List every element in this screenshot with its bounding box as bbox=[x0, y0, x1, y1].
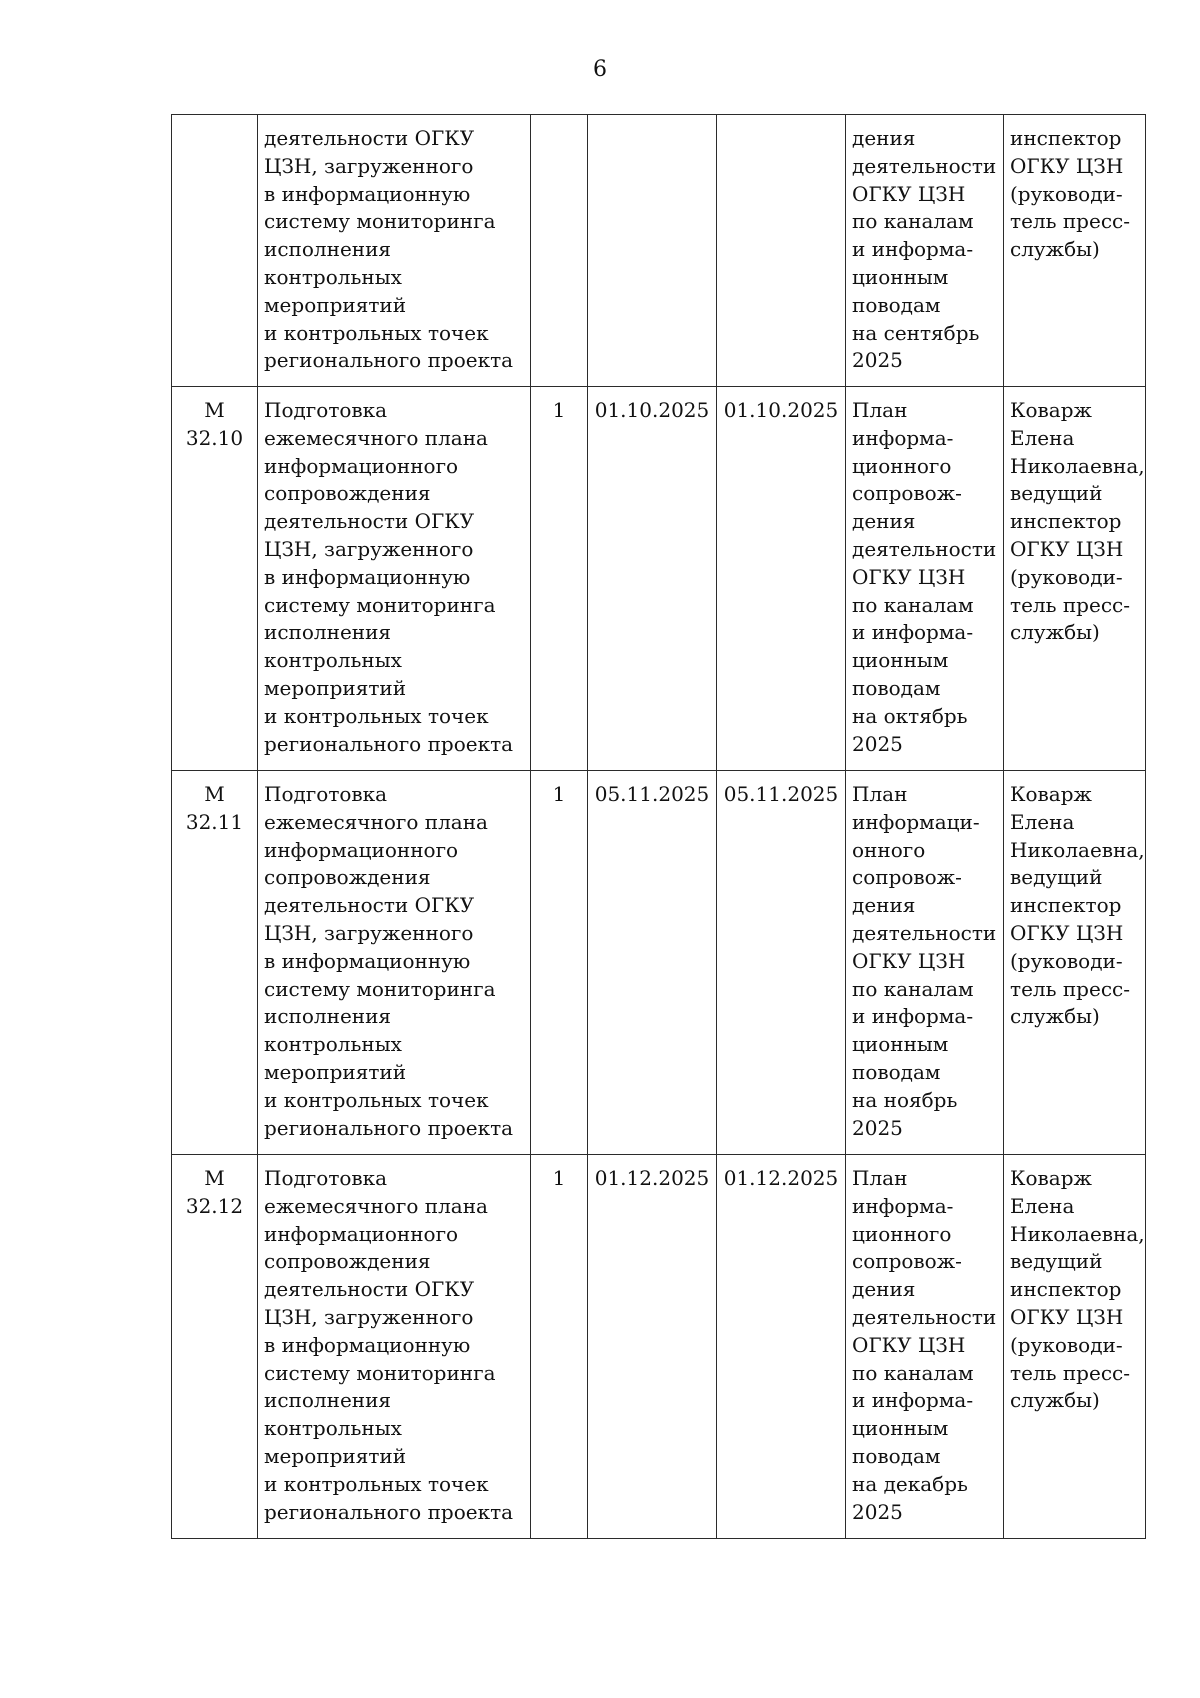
cell-number: М 32.11 bbox=[172, 771, 258, 1155]
cell-end-date: 01.10.2025 bbox=[717, 387, 846, 771]
cell-number: М 32.10 bbox=[172, 387, 258, 771]
cell-result: План информа- ционного сопровож- дения деятельности ОГКУ ЦЗН по каналам и информа- ционным поводам на октябрь 2025 bbox=[846, 387, 1004, 771]
cell-responsible: Коварж Елена Николаевна, ведущий инспектор ОГКУ ЦЗН (руководи- тель пресс- службы) bbox=[1004, 771, 1146, 1155]
cell-name: Подготовка ежемесячного плана информационного сопровождения деятельности ОГКУ ЦЗН, загруженного в информационную систему мониторинга исполнения контрольных мероприятий и контрольных точек регионального проекта bbox=[258, 771, 531, 1155]
cell-name: Подготовка ежемесячного плана информационного сопровождения деятельности ОГКУ ЦЗН, загруженного в информационную систему мониторинга исполнения контрольных мероприятий и контрольных точек регионального проекта bbox=[258, 1155, 531, 1539]
cell-responsible: Коварж Елена Николаевна, ведущий инспектор ОГКУ ЦЗН (руководи- тель пресс- службы) bbox=[1004, 1155, 1146, 1539]
table-row bbox=[172, 771, 1146, 1155]
page-number: 6 bbox=[593, 57, 607, 82]
cell-result: План информаци- онного сопровож- дения деятельности ОГКУ ЦЗН по каналам и информа- ционным поводам на ноябрь 2025 bbox=[846, 771, 1004, 1155]
table-row bbox=[172, 115, 1146, 387]
table-row bbox=[172, 1155, 1146, 1539]
cell-result: План информа- ционного сопровож- дения деятельности ОГКУ ЦЗН по каналам и информа- ционным поводам на декабрь 2025 bbox=[846, 1155, 1004, 1539]
cell-name: деятельности ОГКУ ЦЗН, загруженного в информационную систему мониторинга исполнения контрольных мероприятий и контрольных точек регионального проекта bbox=[258, 115, 531, 387]
cell-result: дения деятельности ОГКУ ЦЗН по каналам и информа- ционным поводам на сентябрь 2025 bbox=[846, 115, 1004, 387]
cell-name: Подготовка ежемесячного плана информационного сопровождения деятельности ОГКУ ЦЗН, загруженного в информационную систему мониторинга исполнения контрольных мероприятий и контрольных точек регионального проекта bbox=[258, 387, 531, 771]
cell-start-date: 01.10.2025 bbox=[588, 387, 717, 771]
cell-responsible: Коварж Елена Николаевна, ведущий инспектор ОГКУ ЦЗН (руководи- тель пресс- службы) bbox=[1004, 387, 1146, 771]
cell-quantity: 1 bbox=[531, 1155, 588, 1539]
table-row bbox=[172, 387, 1146, 771]
cell-start-date: 05.11.2025 bbox=[588, 771, 717, 1155]
cell-end-date bbox=[717, 115, 846, 387]
cell-number: М 32.12 bbox=[172, 1155, 258, 1539]
cell-end-date: 01.12.2025 bbox=[717, 1155, 846, 1539]
cell-start-date bbox=[588, 115, 717, 387]
cell-end-date: 05.11.2025 bbox=[717, 771, 846, 1155]
cell-quantity bbox=[531, 115, 588, 387]
cell-quantity: 1 bbox=[531, 387, 588, 771]
cell-quantity: 1 bbox=[531, 771, 588, 1155]
plan-table bbox=[171, 114, 1146, 1539]
cell-responsible: инспектор ОГКУ ЦЗН (руководи- тель пресс- службы) bbox=[1004, 115, 1146, 387]
cell-number bbox=[172, 115, 258, 387]
cell-start-date: 01.12.2025 bbox=[588, 1155, 717, 1539]
